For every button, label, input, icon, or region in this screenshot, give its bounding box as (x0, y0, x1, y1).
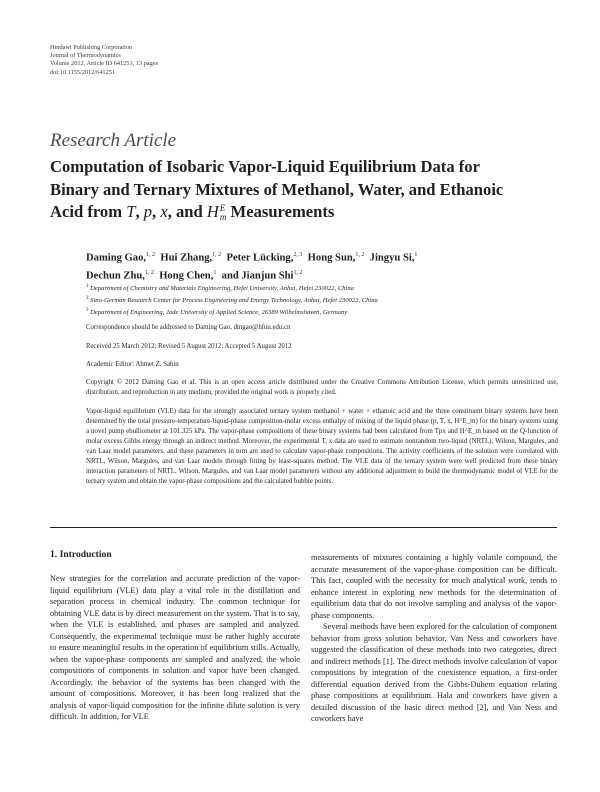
intro-paragraph-3: Several methods have been explored for the calculation of component behavior from gross solution behavior. Van Ness and coworkers have suggested the classification of these methods into two categories, direct and indirect methods [1]. The direct methods involve calculation of vapor compositions by integration of the coexistence equation, a first-order differential equation derived from the Gibbs-Duhem equation relating phase compositions at equilibrium. Hala and coworkers have given a detailed discussion of the basic direct method [2], and Van Ness and coworkers have (311, 622, 557, 723)
copyright-notice: Copyright © 2012 Daming Gao et al. This is an open access article distributed under the Creative Commons Attribution License, which permits unrestricted use, distribution, and reproduction in any medium, provided the original work is properly cited. (86, 379, 558, 396)
affiliations (86, 282, 556, 319)
publisher: Hindawi Publishing Corporation (50, 44, 133, 51)
author-line-1 (86, 248, 556, 266)
publication-info (50, 44, 158, 77)
correspondence: Correspondence should be addressed to Daming Gao, dmgao@hfuu.edu.cn (86, 324, 291, 331)
author-affiliation-mark: 1 (414, 252, 418, 258)
title-line-3: Acid from T, p, x, and H E m Measurements (50, 202, 335, 223)
academic-editor: Academic Editor: Ahmet Z. Sahin (86, 361, 179, 368)
journal-name: Journal of Thermodynamics (50, 52, 121, 60)
section-heading-introduction: 1. Introduction (50, 549, 112, 560)
author-affiliation-mark: 2, 3 (293, 252, 303, 258)
author-name: Daming Gao, (86, 252, 147, 264)
author-name: Peter Lücking, (226, 252, 294, 264)
title-line-1: Computation of Isobaric Vapor-Liquid Equilibrium Data for (50, 157, 480, 176)
author-name: Hui Zhang, (160, 252, 213, 264)
section-divider (50, 527, 557, 528)
author-affiliation-mark: 1, 2 (146, 252, 156, 258)
author-name: Dechun Zhu, (86, 270, 145, 282)
article-type: Research Article (50, 130, 177, 151)
author-affiliation-mark: 1, 2 (293, 270, 303, 277)
author-affiliation-mark: 1, 2 (212, 252, 222, 258)
author-name: Hong Chen, (159, 270, 214, 282)
left-column (50, 573, 300, 723)
author-affiliation-mark: 1, 2 (144, 270, 154, 277)
author-affiliation-mark: 1, 2 (355, 252, 365, 258)
volume-line: Volume 2012, Article ID 641251, 13 pages (50, 60, 158, 68)
author-list (86, 248, 556, 284)
intro-paragraph-1: New strategies for the correlation and accurate prediction of the vapor-liquid equilibrium (VLE) data play a vital role in the distillation and separation process in chemical industry. The common technique for obtaining VLE data is by direct measurement on the system. That is to say, when the VLE is established, and phases are sampled and analyzed. Consequently, the experimental technique must be rather highly accurate to ensure meaningful results in the operation of equilibrium stills. Actually, when the vapor-phase components are sampled and analyzed, the whole compositions of components in solution and vapor have been changed. Accordingly, the behavior of the systems has been changed with the amount of compositions. Moreover, it has been long realized that the analysis of vapor-liquid composition for the infinite dilute solution is very difficult. In addition, for VLE (50, 574, 300, 721)
author-name: Jingyu Si, (369, 252, 415, 264)
doi: doi:10.1155/2012/641251 (50, 68, 116, 76)
author-name: and Jianjun Shi (221, 270, 294, 282)
affiliation-3: $^3$ Department of Engineering, Jade University of Applied Science, 26389 Wilhelmshaven, Germany (86, 308, 348, 317)
received-dates: Received 25 March 2012; Revised 5 August 2012; Accepted 5 August 2012 (86, 343, 292, 350)
intro-paragraph-2: measurements of mixtures containing a highly volatile compound, the accurate measurement of the vapor-phase composition can be difficult. This fact, coupled with the necessity for much analytical work, tends to enhance interest in exploring new methods for the determination of equilibrium data that do not involve sampling and analysis of the vapor-phase components. (311, 553, 557, 620)
abstract: Vapor-liquid equilibrium (VLE) data for the strongly associated ternary system methanol + water + ethanoic acid and the three constituent binary systems have been determined by the total pressure-temperature-liquid-phase composition-molar excess enthalpy of mixing of the liquid phase (p, T, x, H^E_m) for the binary systems using a novel pump ebulliometer at 101.325 kPa. The vapor-phase compositions of these binary systems had been calculated from Tpx and H^E_m based on the Q-function of molar excess Gibbs energy through an indirect method. Moreover, the experimental T, x data are used to estimate nonrandom two-liquid (NRTL), Wilson, Margules, and van Laar model parameters, and these parameters in turn are used to calculate vapor-phase compositions. The activity coefficients of the solution were correlated with NRTL, Wilson, Margules, and van Laar models through fitting by least-squares method. The VLE data of the ternary system were well predicted from these binary interaction parameters of NRTL, Wilson, Margules, and van Laar model parameters without any additional adjustment to build the thermodynamic model of VLE for the ternary system and obtain the vapor-phase compositions and the calculated bubble points. (86, 408, 558, 485)
affiliation-1: $^1$ Department of Chemistry and Materials Engineering, Hefei University, Anhui, Hefei 230022, China (86, 284, 354, 293)
paper-title (50, 156, 560, 224)
title-line-2: Binary and Ternary Mixtures of Methanol, Water, and Ethanoic (50, 179, 504, 199)
author-affiliation-mark: 1 (213, 270, 217, 277)
right-column (311, 552, 557, 725)
affiliation-2: $^2$ Sino-German Research Center for Process Engineering and Energy Technology, Anhui, Hefei 230022, China (86, 296, 378, 305)
author-name: Hong Sun, (307, 252, 356, 264)
